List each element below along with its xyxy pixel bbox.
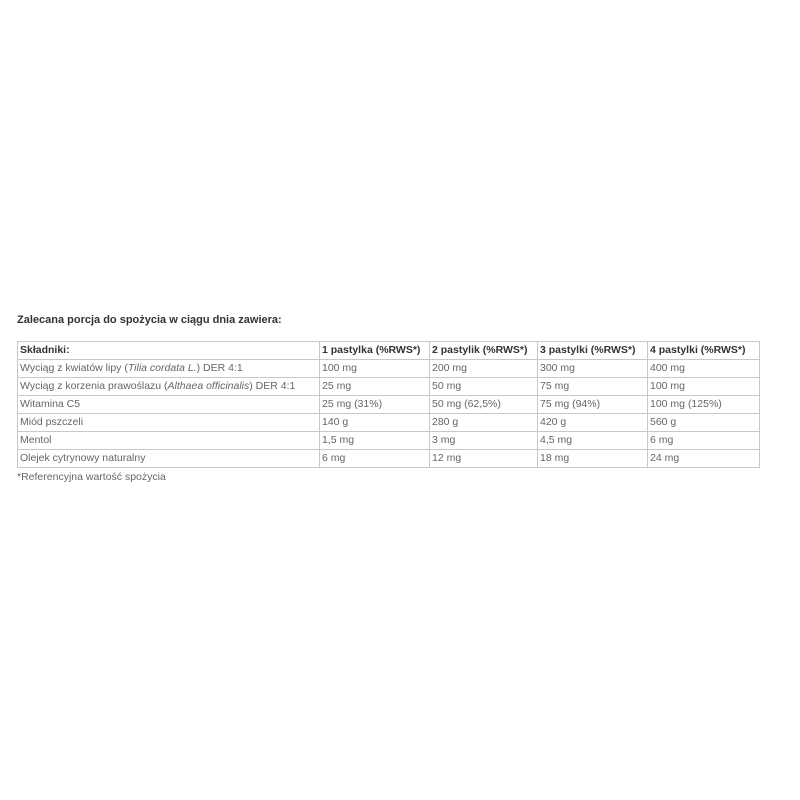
ingredient-name-suffix: ) DER 4:1: [249, 380, 296, 392]
table-row: [18, 360, 760, 378]
value-cell: 4,5 mg: [538, 432, 648, 450]
value-cell: 6 mg: [320, 450, 430, 468]
table-row: [18, 396, 760, 414]
value-cell: 300 mg: [538, 360, 648, 378]
ingredient-name-text: Wyciąg z korzenia prawoślazu (: [20, 380, 168, 392]
header-3-pastylki: 3 pastylki (%RWS*): [538, 342, 648, 360]
value-cell: 400 mg: [648, 360, 760, 378]
table-row: [18, 432, 760, 450]
value-cell: 100 mg: [648, 378, 760, 396]
ingredients-table: [17, 341, 760, 468]
ingredient-name: [18, 378, 320, 396]
value-cell: 25 mg: [320, 378, 430, 396]
value-cell: 25 mg (31%): [320, 396, 430, 414]
footnote: *Referencyjna wartość spożycia: [17, 471, 166, 483]
value-cell: 24 mg: [648, 450, 760, 468]
value-cell: 280 g: [430, 414, 538, 432]
ingredient-name: [18, 360, 320, 378]
header-ingredients: Składniki:: [18, 342, 320, 360]
table-row: [18, 414, 760, 432]
value-cell: 12 mg: [430, 450, 538, 468]
value-cell: 75 mg: [538, 378, 648, 396]
table-row: [18, 450, 760, 468]
value-cell: 420 g: [538, 414, 648, 432]
table-heading: Zalecana porcja do spożycia w ciągu dnia zawiera:: [17, 314, 282, 326]
table-row: [18, 378, 760, 396]
value-cell: 100 mg: [320, 360, 430, 378]
nutrition-panel: [17, 312, 759, 483]
value-cell: 6 mg: [648, 432, 760, 450]
ingredient-name: Witamina C5: [18, 396, 320, 414]
ingredient-latin-name: Althaea officinalis: [167, 380, 250, 392]
value-cell: 50 mg (62,5%): [430, 396, 538, 414]
value-cell: 200 mg: [430, 360, 538, 378]
value-cell: 3 mg: [430, 432, 538, 450]
header-1-pastylka: 1 pastylka (%RWS*): [320, 342, 430, 360]
value-cell: 18 mg: [538, 450, 648, 468]
ingredient-name: Mentol: [18, 432, 320, 450]
value-cell: 100 mg (125%): [648, 396, 760, 414]
header-4-pastylki: 4 pastylki (%RWS*): [648, 342, 760, 360]
value-cell: 50 mg: [430, 378, 538, 396]
value-cell: 75 mg (94%): [538, 396, 648, 414]
ingredient-latin-name: Tilia cordata L.: [127, 362, 197, 374]
value-cell: 560 g: [648, 414, 760, 432]
value-cell: 1,5 mg: [320, 432, 430, 450]
header-2-pastylki: 2 pastylik (%RWS*): [430, 342, 538, 360]
ingredient-name-text: Wyciąg z kwiatów lipy (: [20, 362, 128, 374]
ingredient-name-suffix: ) DER 4:1: [196, 362, 243, 374]
ingredient-name: Miód pszczeli: [18, 414, 320, 432]
ingredient-name: Olejek cytrynowy naturalny: [18, 450, 320, 468]
value-cell: 140 g: [320, 414, 430, 432]
table-header-row: [18, 342, 760, 360]
